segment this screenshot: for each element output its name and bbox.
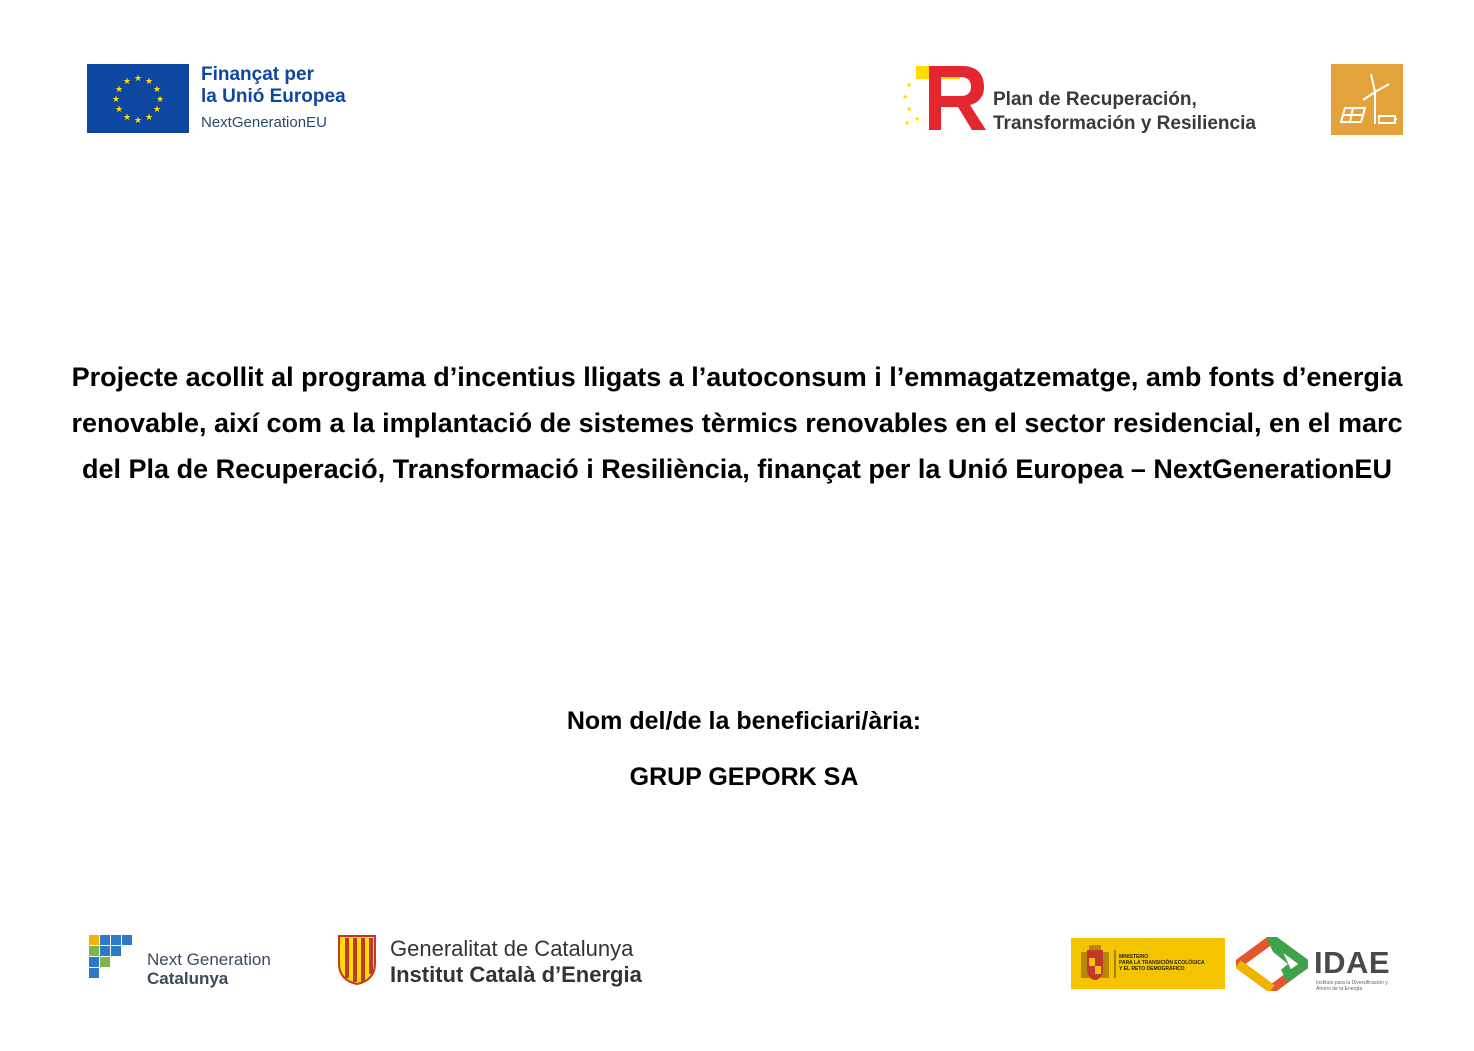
generalitat-line1: Generalitat de Catalunya <box>390 936 634 961</box>
svg-text:★: ★ <box>114 105 124 115</box>
prtr-logo-text <box>993 88 1323 136</box>
project-statement: Projecte acollit al programa d’incentius lligats a l’autoconsum i l’emmagatzematge, amb fonts d’energia renovable, així com a la implantació de sistemes tèrmics renovables en el sector residencial, en el marc del Pla de Recuperació, Transformació i Resiliència, finançat per la Unió Europea – NextGenerationEU <box>71 362 1403 484</box>
svg-text:★: ★ <box>133 74 143 84</box>
ngc-line2: Catalunya <box>147 969 229 988</box>
svg-text:★: ★ <box>144 113 154 123</box>
renewable-energy-icon <box>1331 64 1403 135</box>
ministerio-text <box>1119 954 1223 972</box>
ministerio-line3: Y EL RETO DEMOGRÁFICO <box>1119 966 1185 972</box>
idae-subtitle: Instituto para la Diversificación y Ahorro de la Energía <box>1316 980 1388 992</box>
eu-logo-line2: la Unió Europea <box>201 86 346 107</box>
prtr-r-logo-icon <box>900 63 990 135</box>
generalitat-line2: Institut Català d’Energia <box>390 962 642 987</box>
eu-funding-logo-text <box>201 64 401 134</box>
svg-text:★: ★ <box>904 119 911 127</box>
svg-text:★: ★ <box>906 81 913 89</box>
next-generation-catalunya-text <box>147 950 327 988</box>
svg-text:★: ★ <box>122 113 132 123</box>
svg-text:★: ★ <box>122 77 132 87</box>
svg-text:★: ★ <box>906 105 913 113</box>
svg-text:★: ★ <box>914 115 921 123</box>
prtr-logo-line2: Transformación y Resiliencia <box>993 113 1256 134</box>
eu-logo-line1: Finançat per <box>201 64 314 85</box>
eu-logo-line3: NextGenerationEU <box>201 114 327 131</box>
ministerio-line2: PARA LA TRANSICIÓN ECOLÓGICA <box>1119 960 1205 966</box>
prtr-logo-line1: Plan de Recuperación, <box>993 89 1197 110</box>
idae-icon <box>1236 937 1308 991</box>
svg-text:★: ★ <box>111 95 121 105</box>
beneficiary-name: GRUP GEPORK SA <box>629 763 859 791</box>
svg-text:★: ★ <box>133 116 143 126</box>
svg-text:★: ★ <box>152 105 162 115</box>
svg-text:★: ★ <box>155 95 165 105</box>
svg-text:★: ★ <box>902 93 909 101</box>
generalitat-text <box>390 936 710 988</box>
ministerio-line1: MINISTERIO <box>1119 954 1149 960</box>
idae-name: IDAE <box>1314 945 1391 980</box>
generalitat-shield-icon <box>335 934 379 986</box>
svg-text:★: ★ <box>114 85 124 95</box>
eu-flag-icon <box>87 64 189 133</box>
svg-text:★: ★ <box>152 85 162 95</box>
svg-text:★: ★ <box>144 77 154 87</box>
next-generation-catalunya-icon <box>89 935 139 985</box>
ngc-line1: Next Generation <box>147 950 271 969</box>
beneficiary-label: Nom del/de la beneficiari/ària: <box>566 707 922 735</box>
